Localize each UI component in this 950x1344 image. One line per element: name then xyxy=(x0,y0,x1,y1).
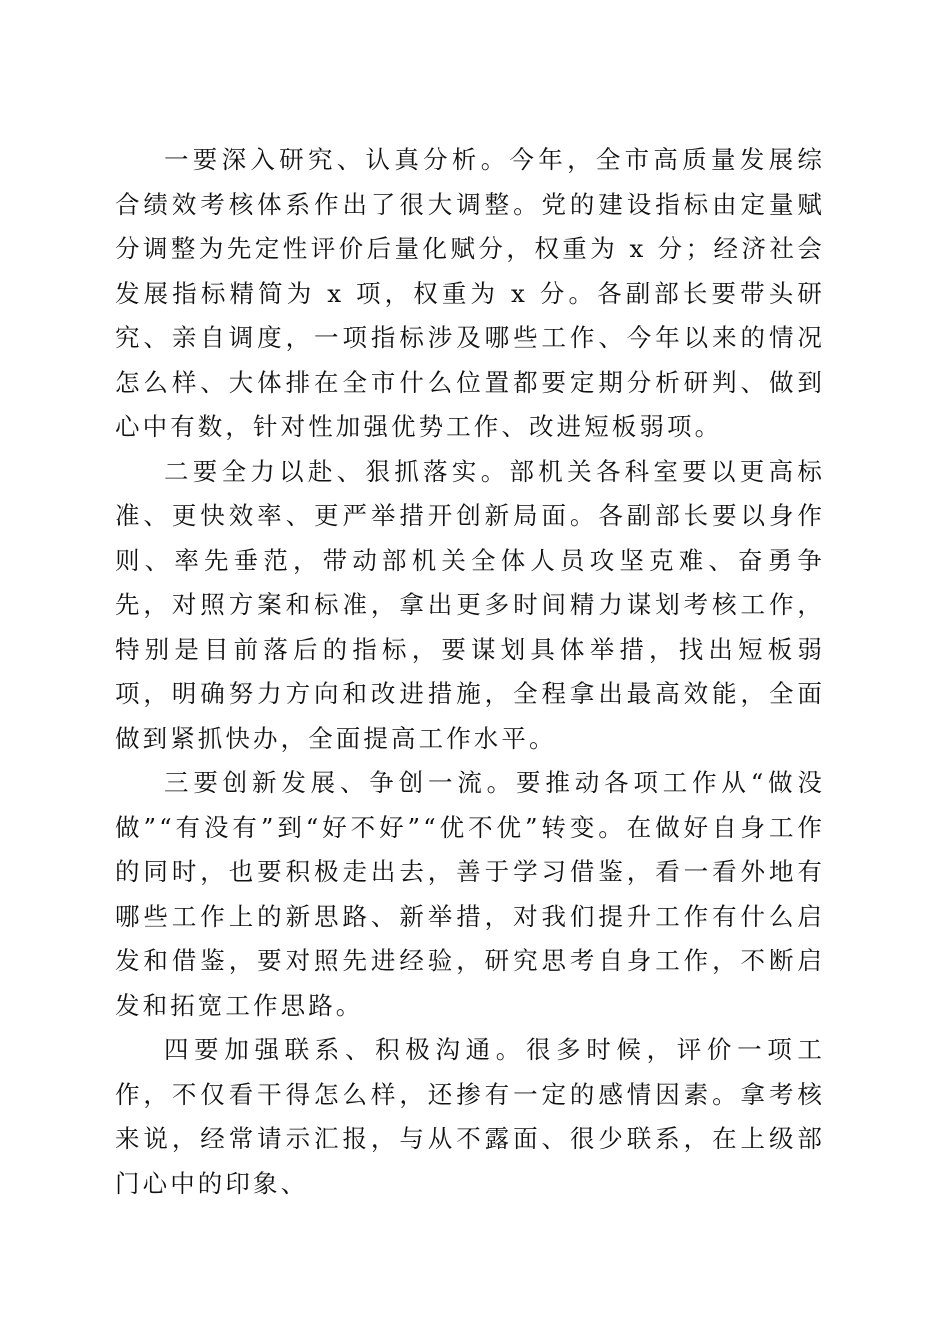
paragraph-2: 二要全力以赴、狠抓落实。部机关各科室要以更高标准、更快效率、更严举措开创新局面。各副部长要以身作则、率先垂范，带动部机关全体人员攻坚克难、奋勇争先，对照方案和标准，拿出更多时间精力谋划考核工作，特别是目前落后的指标，要谋划具体举措，找出短板弱项，明确努力方向和改进措施，全程拿出最高效能，全面做到紧抓快办，全面提高工作水平。 xyxy=(115,456,825,753)
document-body xyxy=(115,138,825,1206)
paragraph-3: 三要创新发展、争创一流。要推动各项工作从“做没做”“有没有”到“好不好”“优不优”转变。在做好自身工作的同时，也要积极走出去，善于学习借鉴，看一看外地有哪些工作上的新思路、新举措，对我们提升工作有什么启发和借鉴，要对照先进经验，研究思考自身工作，不断启发和拓宽工作思路。 xyxy=(115,768,825,1020)
paragraph-4: 四要加强联系、积极沟通。很多时候，评价一项工作，不仅看干得怎么样，还掺有一定的感情因素。拿考核来说，经常请示汇报，与从不露面、很少联系，在上级部门心中的印象、 xyxy=(115,1035,825,1198)
paragraph-1: 一要深入研究、认真分析。今年，全市高质量发展综合绩效考核体系作出了很大调整。党的建设指标由定量赋分调整为先定性评价后量化赋分，权重为 x 分；经济社会发展指标精简为 x 项，权重为 x 分。各副部长要带头研究、亲自调度，一项指标涉及哪些工作、今年以来的情况怎么样、大体排在全市什么位置都要定期分析研判、做到心中有数，针对性加强优势工作、改进短板弱项。 xyxy=(115,145,825,441)
